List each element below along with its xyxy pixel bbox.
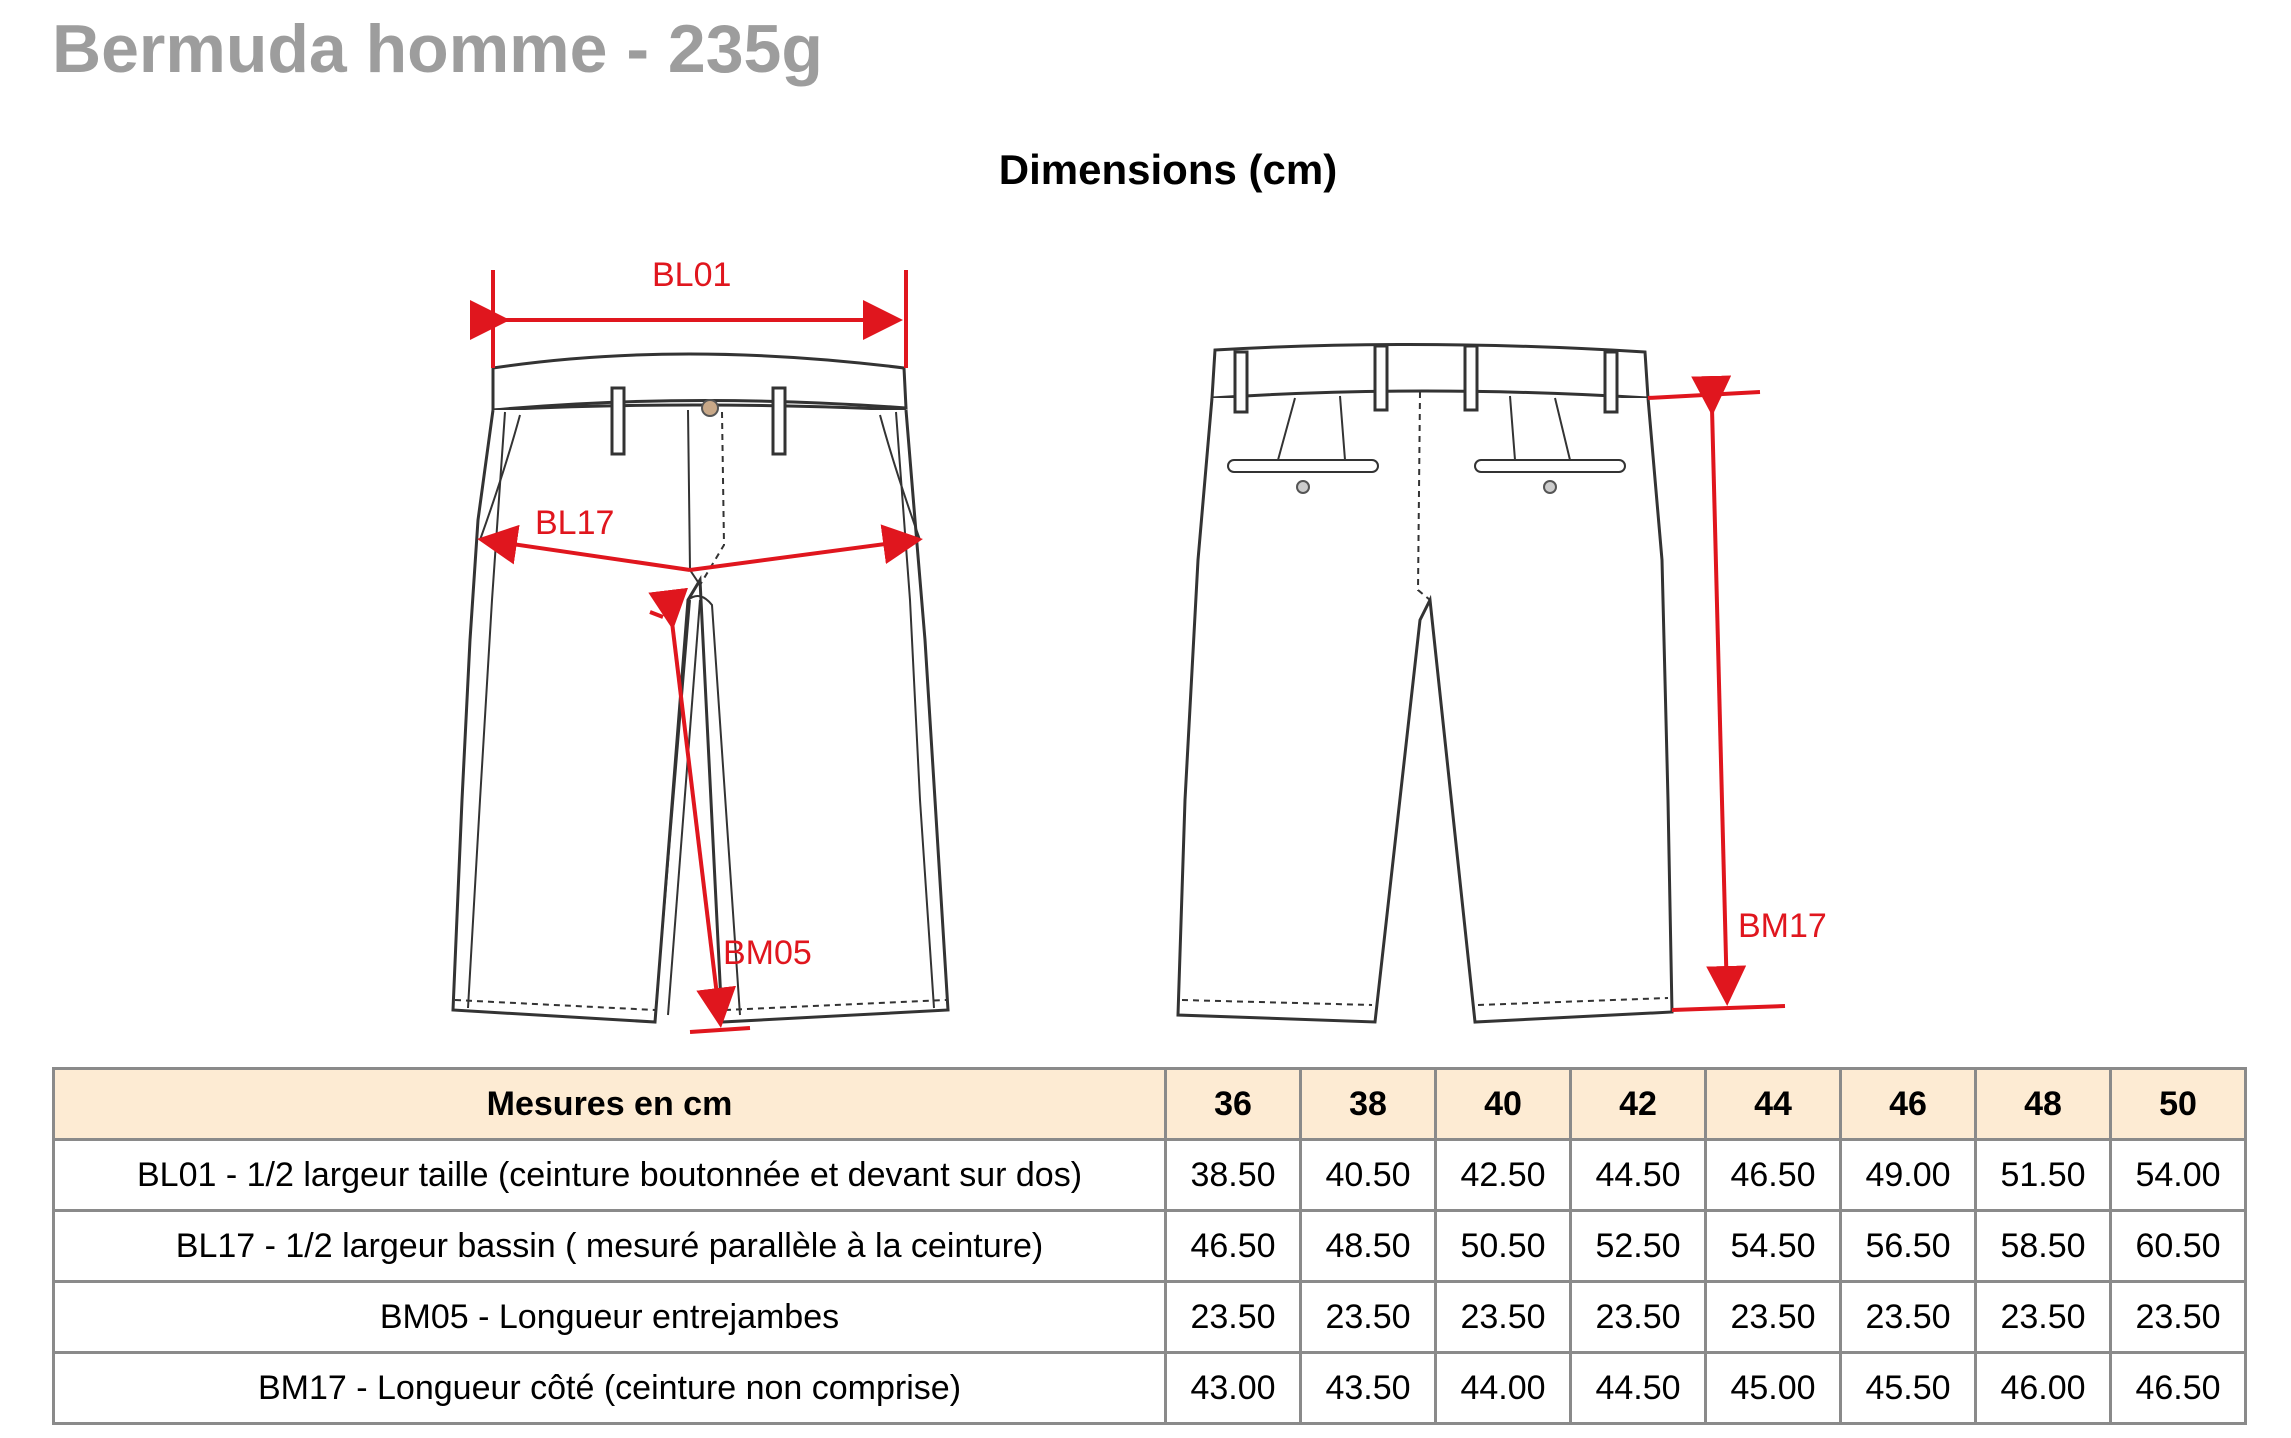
cell-value: 23.50 xyxy=(1301,1282,1436,1353)
cell-value: 45.50 xyxy=(1841,1353,1976,1424)
row-label: BM17 - Longueur côté (ceinture non comprise) xyxy=(54,1353,1166,1424)
cell-value: 23.50 xyxy=(1571,1282,1706,1353)
table-row xyxy=(54,1140,2246,1211)
size-header: 44 xyxy=(1706,1069,1841,1140)
front-view-drawing xyxy=(453,354,948,1022)
cell-value: 42.50 xyxy=(1436,1140,1571,1211)
button-icon xyxy=(702,400,718,416)
size-header: 42 xyxy=(1571,1069,1706,1140)
cell-value: 54.00 xyxy=(2111,1140,2246,1211)
size-table xyxy=(52,1067,2247,1425)
back-pocket-button-right-icon xyxy=(1544,481,1556,493)
cell-value: 23.50 xyxy=(2111,1282,2246,1353)
cell-value: 46.00 xyxy=(1976,1353,2111,1424)
cell-value: 60.50 xyxy=(2111,1211,2246,1282)
bl01-label: BL01 xyxy=(652,256,732,294)
cell-value: 46.50 xyxy=(1166,1211,1301,1282)
page-title: Bermuda homme - 235g xyxy=(52,11,823,87)
dimensions-heading: Dimensions (cm) xyxy=(998,146,1338,193)
table-row xyxy=(54,1282,2246,1353)
row-label: BL01 - 1/2 largeur taille (ceinture boutonnée et devant sur dos) xyxy=(54,1140,1166,1211)
cell-value: 52.50 xyxy=(1571,1211,1706,1282)
cell-value: 51.50 xyxy=(1976,1140,2111,1211)
size-header: 38 xyxy=(1301,1069,1436,1140)
cell-value: 44.00 xyxy=(1436,1353,1571,1424)
table-row xyxy=(54,1211,2246,1282)
cell-value: 23.50 xyxy=(1706,1282,1841,1353)
table-header-row xyxy=(54,1069,2246,1140)
cell-value: 56.50 xyxy=(1841,1211,1976,1282)
cell-value: 46.50 xyxy=(1706,1140,1841,1211)
cell-value: 23.50 xyxy=(1166,1282,1301,1353)
size-header: 36 xyxy=(1166,1069,1301,1140)
cell-value: 44.50 xyxy=(1571,1140,1706,1211)
row-label: BM05 - Longueur entrejambes xyxy=(54,1282,1166,1353)
size-header: 46 xyxy=(1841,1069,1976,1140)
cell-value: 23.50 xyxy=(1436,1282,1571,1353)
size-header: 50 xyxy=(2111,1069,2246,1140)
cell-value: 46.50 xyxy=(2111,1353,2246,1424)
bm05-label: BM05 xyxy=(723,934,812,972)
table-header-label: Mesures en cm xyxy=(54,1069,1166,1140)
cell-value: 40.50 xyxy=(1301,1140,1436,1211)
cell-value: 49.00 xyxy=(1841,1140,1976,1211)
cell-value: 50.50 xyxy=(1436,1211,1571,1282)
back-view-drawing xyxy=(1178,344,1672,1022)
size-header: 40 xyxy=(1436,1069,1571,1140)
row-label: BL17 - 1/2 largeur bassin ( mesuré parallèle à la ceinture) xyxy=(54,1211,1166,1282)
cell-value: 43.50 xyxy=(1301,1353,1436,1424)
size-header: 48 xyxy=(1976,1069,2111,1140)
cell-value: 38.50 xyxy=(1166,1140,1301,1211)
cell-value: 48.50 xyxy=(1301,1211,1436,1282)
cell-value: 58.50 xyxy=(1976,1211,2111,1282)
cell-value: 23.50 xyxy=(1976,1282,2111,1353)
table-row xyxy=(54,1353,2246,1424)
bl17-label: BL17 xyxy=(535,504,615,542)
cell-value: 43.00 xyxy=(1166,1353,1301,1424)
bm17-label: BM17 xyxy=(1738,907,1827,945)
cell-value: 45.00 xyxy=(1706,1353,1841,1424)
cell-value: 23.50 xyxy=(1841,1282,1976,1353)
cell-value: 44.50 xyxy=(1571,1353,1706,1424)
back-pocket-button-left-icon xyxy=(1297,481,1309,493)
cell-value: 54.50 xyxy=(1706,1211,1841,1282)
